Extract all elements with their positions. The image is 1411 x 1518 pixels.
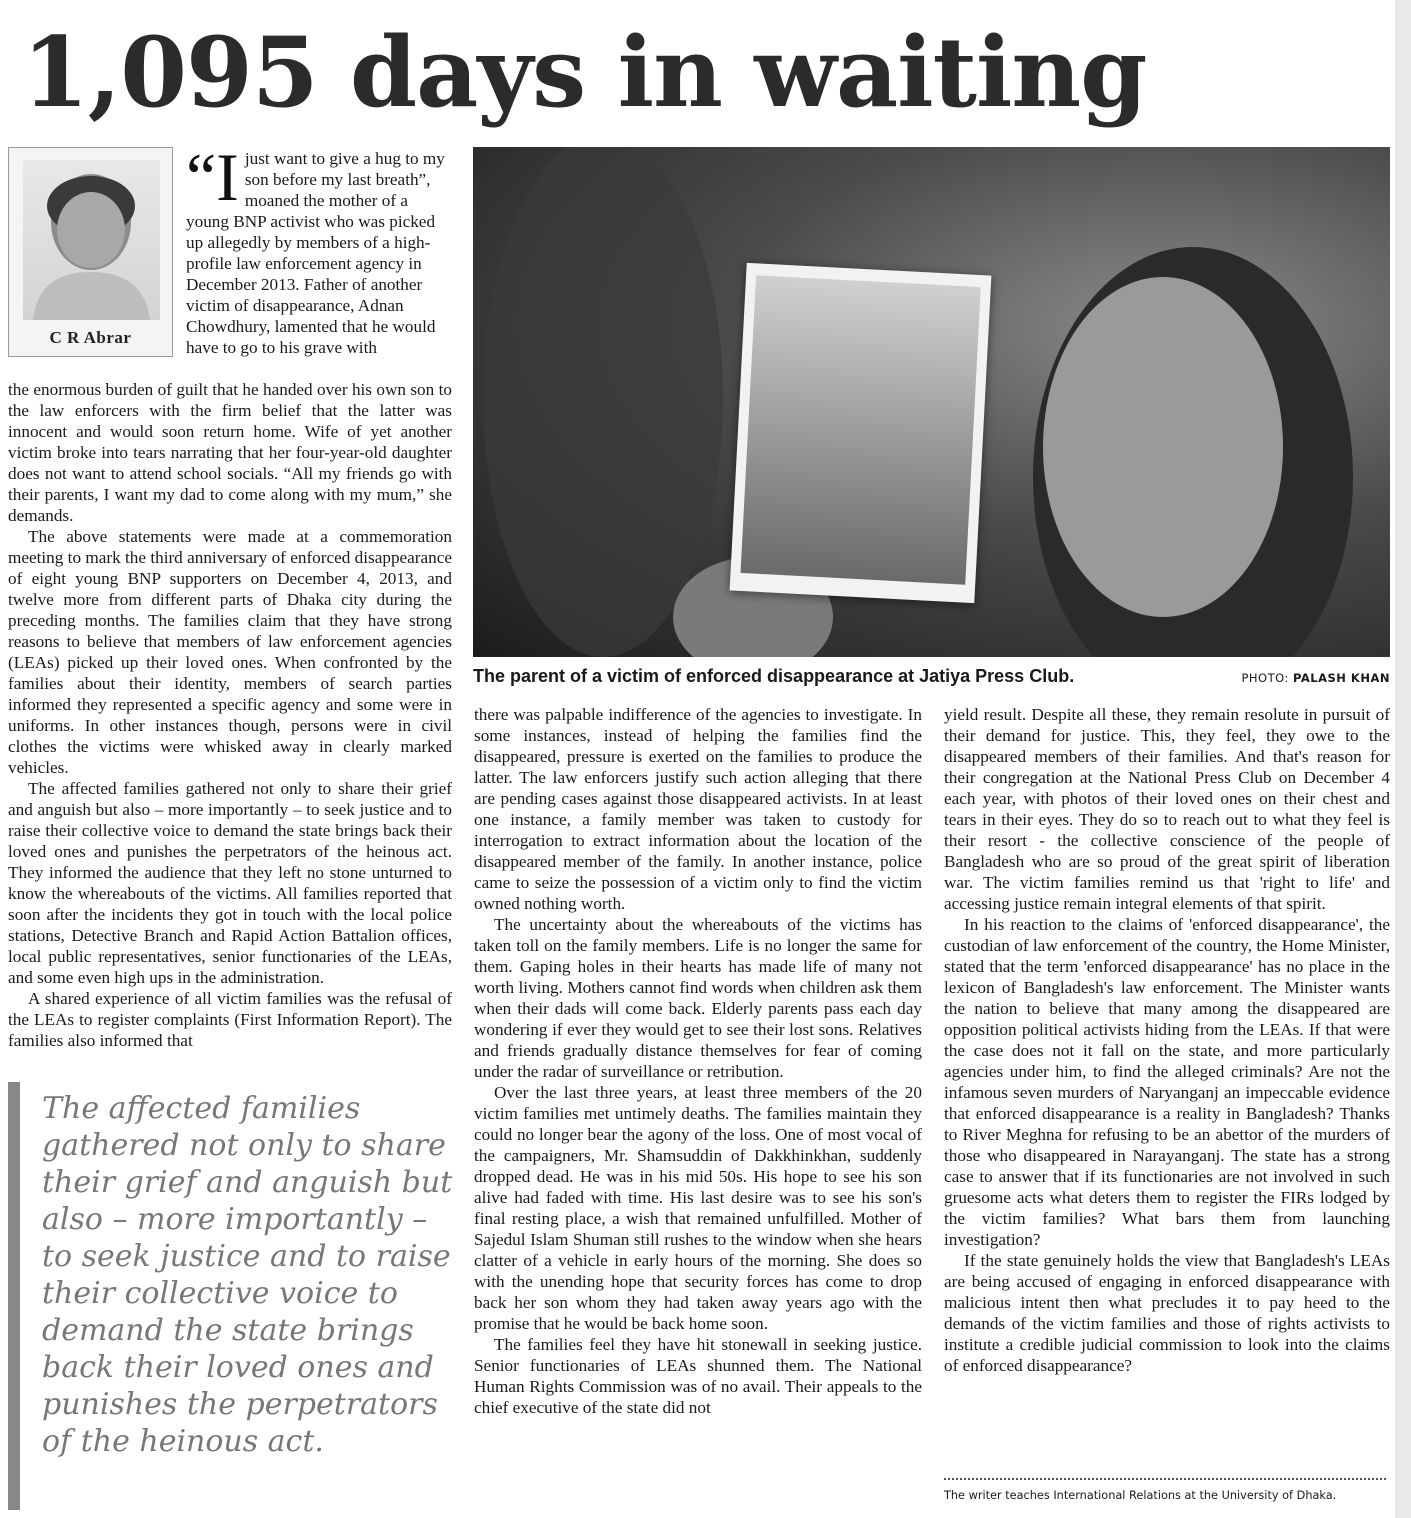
photo-caption: The parent of a victim of enforced disappearance at Jatiya Press Club. [473,666,1075,686]
photo-credit [1241,671,1390,685]
paragraph: If the state genuinely holds the view that Bangladesh's LEAs are being accused of engaging in enforced disappearance with malicious intent then what precludes it to pay heed to the demands of the victim families and those of rights activists to institute a credible judicial commission to look into the claims of enforced disappearance? [944,1251,1390,1375]
person-silhouette-icon [23,160,160,320]
paragraph: there was palpable indifference of the agencies to investigate. In some instances, instead of helping the families find the disappeared, pressure is exerted on the families to produce the latter. The law enforcers justify such action alleging that there are pending cases against those disappeared activists. In at least one instance, a family member was taken to custody for interrogation to extract information about the location of the disappeared member of the family. In another instance, police came to seize the possession of a victim only to find the victim owned nothing worth. [474,705,922,913]
author-photo [23,160,160,320]
pull-quote-text: The affected families gathered not only to share their grief and anguish but also – more importantly – to seek justice and to raise their collective voice to demand the state brings back their loved ones and punishes the perpetrators of the heinous act. [42,1091,453,1459]
photo-credit-label: PHOTO: [1241,671,1289,685]
author-note: The writer teaches International Relations at the University of Dhaka. [944,1489,1337,1502]
photo-credit-name: PALASH KHAN [1293,671,1390,685]
paragraph: Over the last three years, at least three members of the 20 victim families met untimely deaths. The families maintain they could no longer bear the agony of the loss. One of most vocal of the campaigners, Mr. Shamsuddin of Dakkhinkhan, suddenly dropped dead. He was in his mid 50s. His hope to see his son alive had faded with time. His last desire was to see his son's final resting place, a wish that remained unfulfilled. Mother of Sajedul Islam Shuman still rushes to the window when she hears clatter of a vehicle in early hours of the morning. She does so with the unending hope that security forces has come to drop back her son whom they had taken away years ago with the promise that he would be back home soon. [474,1083,922,1333]
paragraph: the enormous burden of guilt that he handed over his own son to the law enforcers with the firm belief that the latter was innocent and would soon return home. Wife of yet another victim broke into tears narrating that her four-year-old daughter does not want to attend school socials. “All my friends go with their parents, I want my dad to come along with my mum,” she demands. [8,380,452,525]
young-man-portrait [741,275,981,584]
paragraph: yield result. Despite all these, they remain resolute in pursuit of their demand for justice. This, they feel, they owe to the disappeared members of their families. And that's reason for their congregation at the National Press Club on December 4 each year, with photos of their loved ones on their chest and tears in their eyes. They do so to reach out to what they feel is their resort - the collective conscience of the people of Bangladesh who are so proud of the great spirit of liberation war. The victim families remind us that 'right to life' and accessing justice remain integral elements of that spirit. [944,705,1390,913]
headline: 1,095 days in waiting [22,16,1147,129]
intro-text: just want to give a hug to my son before my last breath”, moaned the mother of a young BNP activist who was picked up allegedly by members of a high-profile law enforcement agency in December 2013. Father of another victim of disappearance, Adnan Chowdhury, lamented that he would have to go to his grave with [186,149,445,357]
article-intro [186,139,451,358]
paragraph: The uncertainty about the whereabouts of the victims has taken toll on the family members. Life is no longer the same for them. Gaping holes in their hearts has made life of many not worth living. Mothers cannot find words when children ask them when their dads will come back. Elderly parents pass each day wondering if ever they would get to see their lost sons. Relatives and friends gradually distance themselves for fear of coming under the radar of surveillance or retribution. [474,915,922,1081]
article-column-2 [474,704,922,1418]
author-mugshot [8,147,173,357]
photo-caption-bar [473,666,1390,690]
paragraph: The families feel they have hit stonewall in seeking justice. Senior functionaries of LEAs shunned them. The National Human Rights Commission was of no avail. Their appeals to the chief executive of the state did not [474,1335,922,1417]
paragraph: In his reaction to the claims of 'enforced disappearance', the custodian of law enforcement of the country, the Home Minister, stated that the term 'enforced disappearance' has no place in the lexicon of Bangladesh's law enforcement. The Minister wants the nation to believe that many among the disappeared are opposition political activists hiding from the LEAs. If that were the case does not it fall on the state, and more particularly agencies under him, to find the alleged criminals? Are not the infamous seven murders of Naryanganj an impeccable evidence that enforced disappearance is a reality in Bangladesh? Thanks to River Meghna for refusing to be an abettor of the murders of those who disappeared in Narayanganj. The state has a strong case to answer that if its functionaries are not involved in such gruesome acts what deters them to register the FIRs lodged by the victim families? What bars them from launching investigation? [944,915,1390,1249]
article-column-3 [944,704,1390,1376]
news-photo [473,147,1390,657]
paragraph: A shared experience of all victim families was the refusal of the LEAs to register complaints (First Information Report). The families also informed that [8,989,452,1050]
paragraph: The affected families gathered not only to share their grief and anguish but also – more importantly – to seek justice and to raise their collective voice to demand the state brings back their loved ones and punishes the perpetrators of the heinous act. They informed the audience that they left no stone unturned to know the whereabouts of the victims. All families reported that soon after the incidents they got in touch with the local police stations, Detective Branch and Rapid Action Battalion offices, local public representatives, senior functionaries of the LEAs, and some even high ups in the administration. [8,779,452,987]
paragraph: The above statements were made at a commemoration meeting to mark the third anniversary of enforced disappearance of eight young BNP supporters on December 4, 2013, and twelve more from different parts of Dhaka city during the preceding months. The families claim that they have strong reasons to believe that members of law enforcement agencies (LEAs) picked up their loved ones. When confronted by the families about their identity, members of search parties informed they represented a specific agency and some were in uniforms. In other instances though, persons were in civil clothes the victims were whisked away in clearly marked vehicles. [8,527,452,777]
article-column-1 [8,379,452,1051]
drop-cap: “I [186,139,239,215]
author-byline: C R Abrar [49,328,132,347]
footer-divider [944,1478,1386,1480]
held-photograph [730,263,992,603]
page-edge [1395,0,1411,1518]
pull-quote [8,1082,460,1510]
